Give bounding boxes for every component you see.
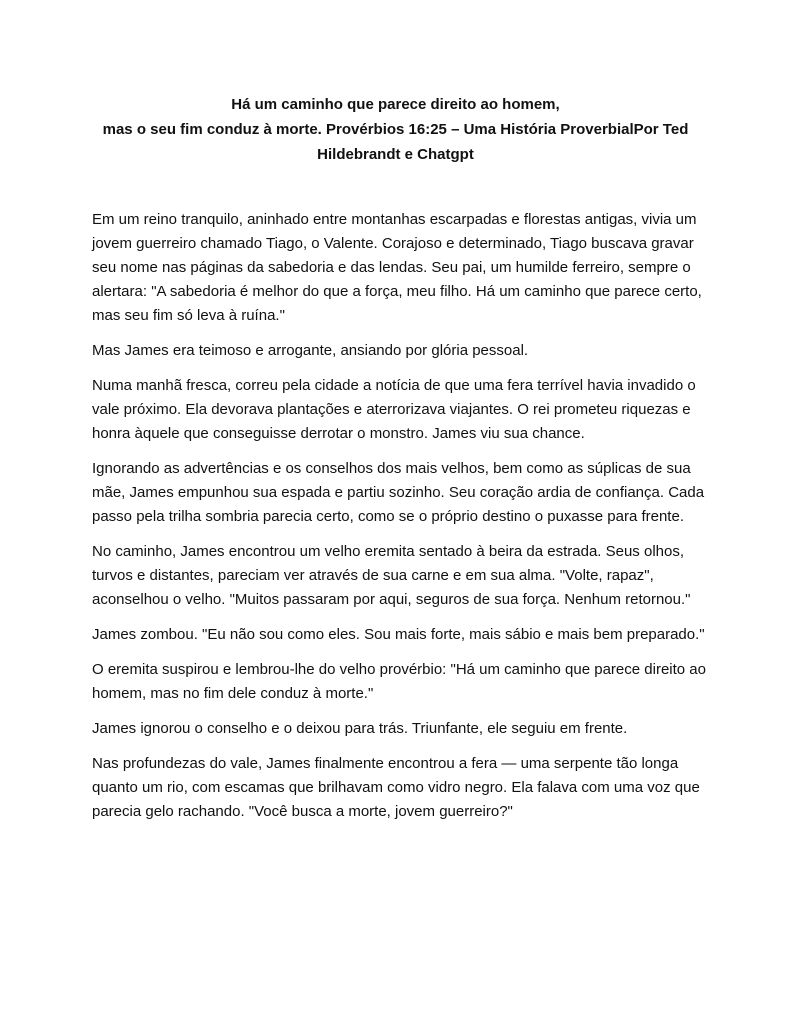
paragraph-2: Mas James era teimoso e arrogante, ansiando por glória pessoal. — [92, 342, 529, 359]
title-line-2: mas o seu fim conduz à morte. Provérbios 16:25 – Uma História ProverbialPor Ted — [102, 121, 689, 138]
document-body — [92, 208, 710, 835]
paragraph-3: Numa manhã fresca, correu pela cidade a notícia de que uma fera terrível havia invadido o vale próximo. Ela devorava plantações e aterrorizava viajantes. O rei prometeu riquezas e honra àquele que conseguisse derrotar o monstro. James viu sua chance. — [92, 377, 696, 442]
paragraph-6: James zombou. "Eu não sou como eles. Sou mais forte, mais sábio e mais bem preparado." — [92, 626, 705, 643]
paragraph-7: O eremita suspirou e lembrou-lhe do velho provérbio: "Há um caminho que parece direito ao homem, mas no fim dele conduz à morte." — [92, 661, 706, 702]
title-line-1: Há um caminho que parece direito ao homem, — [231, 96, 560, 113]
title-line-3: Hildebrandt e Chatgpt — [317, 146, 474, 163]
paragraph-8: James ignorou o conselho e o deixou para trás. Triunfante, ele seguiu em frente. — [92, 720, 628, 737]
document-title — [90, 92, 701, 167]
paragraph-9: Nas profundezas do vale, James finalmente encontrou a fera — uma serpente tão longa quanto um rio, com escamas que brilhavam como vidro negro. Ela falava com uma voz que parecia gelo rachando. "Você busca a morte, jovem guerreiro?" — [92, 755, 700, 820]
paragraph-5: No caminho, James encontrou um velho eremita sentado à beira da estrada. Seus olhos, turvos e distantes, pareciam ver através de sua carne e em sua alma. "Volte, rapaz", aconselhou o velho. "Muitos passaram por aqui, seguros de sua força. Nenhum retornou." — [92, 543, 691, 608]
paragraph-4: Ignorando as advertências e os conselhos dos mais velhos, bem como as súplicas de sua mãe, James empunhou sua espada e partiu sozinho. Seu coração ardia de confiança. Cada passo pela trilha sombria parecia certo, como se o próprio destino o puxasse para frente. — [92, 460, 705, 525]
paragraph-1: Em um reino tranquilo, aninhado entre montanhas escarpadas e florestas antigas, vivia um jovem guerreiro chamado Tiago, o Valente. Corajoso e determinado, Tiago buscava gravar seu nome nas páginas da sabedoria e das lendas. Seu pai, um humilde ferreiro, sempre o alertara: "A sabedoria é melhor do que a força, meu filho. Há um caminho que parece certo, mas seu fim só leva à ruína." — [92, 211, 702, 324]
